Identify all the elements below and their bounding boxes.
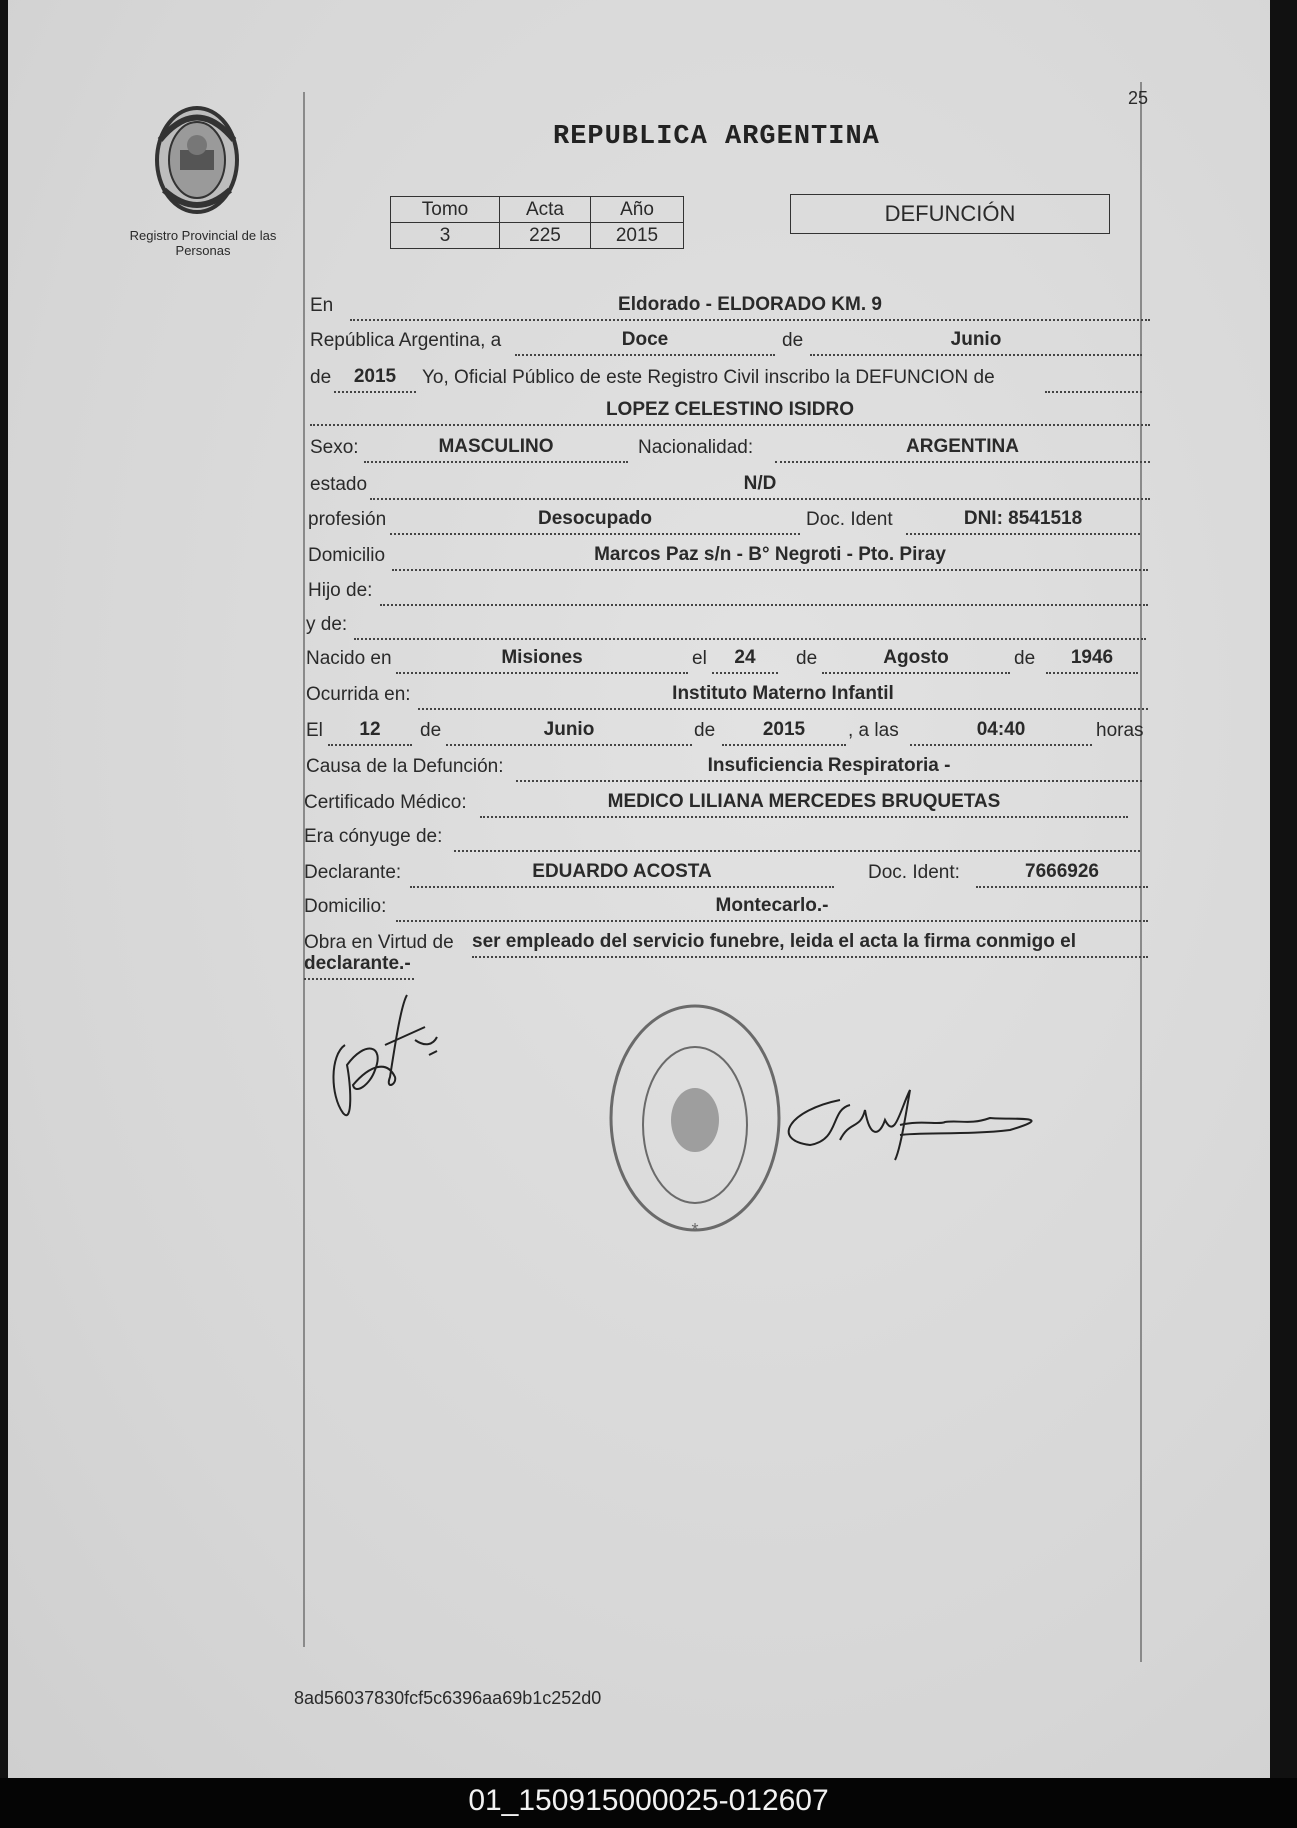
row-name (310, 400, 1152, 428)
value-tomo: 3 (391, 223, 500, 249)
label-nacionalidad: Nacionalidad: (638, 437, 754, 458)
field-domicilio: Marcos Paz s/n - B° Negroti - Pto. Piray (392, 545, 1148, 571)
label-causa: Causa de la Defunción: (306, 756, 504, 777)
record-type: DEFUNCIÓN (790, 194, 1110, 234)
field-obra-line1: ser empleado del servicio funebre, leida el acta la firma conmigo el (472, 932, 1148, 958)
row-date (310, 330, 1152, 358)
label-en: En (310, 295, 334, 316)
row-death-date (306, 720, 1148, 748)
label-republica: República Argentina, a (310, 330, 502, 351)
label-de: de (420, 720, 442, 741)
label-de: de (694, 720, 716, 741)
row-sex (310, 437, 1152, 465)
row-obra-2 (304, 954, 1146, 982)
field-domicilio-declarante: Montecarlo.- (396, 896, 1148, 922)
label-domicilio: Domicilio (308, 545, 386, 566)
label-el: el (692, 648, 707, 669)
document-hash: 8ad56037830fcf5c6396aa69b1c252d0 (294, 1688, 602, 1708)
label-a-las: , a las (848, 720, 899, 741)
label-de: de (782, 330, 804, 351)
row-declaration (310, 367, 1152, 395)
label-hijo: Hijo de: (308, 580, 373, 601)
label-declarante: Declarante: (304, 862, 402, 883)
label-nacido: Nacido en (306, 648, 392, 669)
row-profesion (308, 509, 1150, 537)
document-id: 01_150915000025-012607 (468, 1784, 829, 1817)
field-deceased-name: LOPEZ CELESTINO ISIDRO (310, 400, 1150, 426)
row-certificado (304, 792, 1146, 820)
field-death-month: Junio (446, 720, 692, 746)
row-estado (310, 474, 1152, 502)
row-ocurrida (306, 684, 1148, 712)
field-declarante: EDUARDO ACOSTA (410, 862, 834, 888)
field-birth-month: Agosto (822, 648, 1010, 674)
field-blank (1045, 367, 1142, 393)
row-nacido (306, 648, 1148, 676)
label-certificado: Certificado Médico: (304, 792, 467, 813)
label-doc: Doc. Ident (806, 509, 893, 530)
declarant-signature (325, 985, 455, 1135)
label-de: de (310, 367, 332, 388)
field-year-text: 2015 (334, 367, 416, 393)
row-causa (306, 756, 1148, 784)
field-birth-year: 1946 (1046, 648, 1138, 674)
label-profesion: profesión (308, 509, 387, 530)
label-estado: estado (310, 474, 368, 495)
value-acta: 225 (500, 223, 591, 249)
field-nacido-en: Misiones (396, 648, 688, 674)
label-doc-ident: Doc. Ident: (868, 862, 960, 883)
value-ano: 2015 (591, 223, 684, 249)
field-profesion: Desocupado (390, 509, 800, 535)
field-death-time: 04:40 (910, 720, 1092, 746)
official-stamp (607, 1000, 797, 1250)
label-el: El (306, 720, 323, 741)
field-day-text: Doce (515, 330, 775, 356)
svg-text:*: * (691, 1220, 699, 1240)
page-number: 25 (1128, 88, 1149, 108)
field-death-year: 2015 (722, 720, 846, 746)
field-y-de (354, 614, 1146, 640)
field-declarante-doc: 7666926 (976, 862, 1148, 888)
row-declarante (304, 862, 1146, 890)
registry-name: Registro Provincial de las Personas (129, 228, 277, 258)
declaration-text: Yo, Oficial Público de este Registro Civil inscribo la DEFUNCION de (422, 367, 995, 388)
field-hijo (380, 580, 1148, 606)
label-de: de (796, 648, 818, 669)
field-month-text: Junio (810, 330, 1142, 356)
label-sexo: Sexo: (310, 437, 359, 458)
label-de: de (1014, 648, 1036, 669)
row-place (310, 295, 1152, 323)
field-ocurrida-en: Instituto Materno Infantil (418, 684, 1148, 710)
field-doc: DNI: 8541518 (906, 509, 1140, 535)
label-y-de: y de: (306, 614, 348, 635)
document-title: REPUBLICA ARGENTINA (553, 122, 880, 152)
record-table (390, 196, 684, 249)
row-y-de (306, 614, 1148, 642)
field-sexo: MASCULINO (364, 437, 628, 463)
row-domicilio (308, 545, 1150, 573)
province-crest-logo (150, 100, 245, 220)
field-obra-line2: declarante.- (304, 954, 414, 980)
field-nacionalidad: ARGENTINA (775, 437, 1150, 463)
field-birth-day: 24 (712, 648, 778, 674)
header-acta: Acta (500, 197, 591, 223)
label-horas: horas (1096, 720, 1144, 741)
field-place: Eldorado - ELDORADO KM. 9 (350, 295, 1150, 321)
label-conyuge: Era cónyuge de: (304, 826, 443, 847)
field-causa: Insuficiencia Respiratoria - (516, 756, 1142, 782)
header-ano: Año (591, 197, 684, 223)
label-obra: Obra en Virtud de (304, 932, 454, 953)
official-signature (770, 1080, 1090, 1240)
row-hijo (308, 580, 1150, 608)
label-domicilio: Domicilio: (304, 896, 387, 917)
label-ocurrida: Ocurrida en: (306, 684, 411, 705)
field-death-day: 12 (328, 720, 412, 746)
field-estado: N/D (370, 474, 1150, 500)
field-conyuge (454, 826, 1140, 852)
field-certificado: MEDICO LILIANA MERCEDES BRUQUETAS (480, 792, 1128, 818)
row-conyuge (304, 826, 1146, 854)
header-tomo: Tomo (391, 197, 500, 223)
row-domicilio-declarante (304, 896, 1146, 924)
